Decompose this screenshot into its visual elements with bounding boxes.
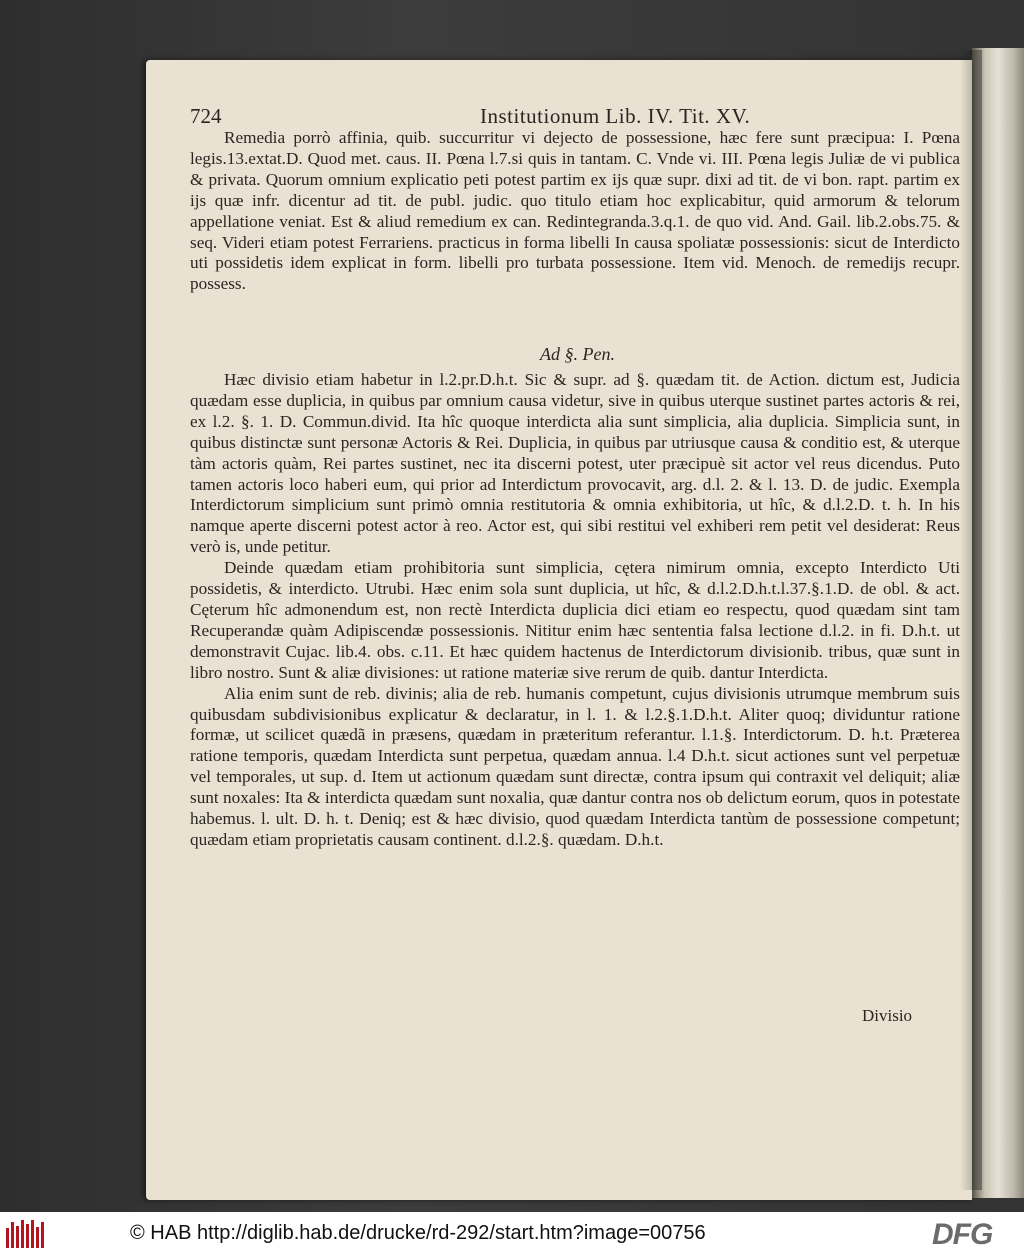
page-number: 724 bbox=[190, 104, 222, 128]
catchword: Divisio bbox=[862, 1006, 913, 1025]
hab-logo-icon bbox=[6, 1220, 44, 1248]
paragraph: Remedia porrò affinia, quib. succurritur vi dejecto de possessione, hæc fere sunt præcipua: I. Pœna legis.13.extat.D. Quod met. caus. II. Pœna l.7.si quis in tantam. C. Vnde vi. III. Pœna legis Juliæ de vi publica & privata. Quorum omnium explicatio peti potest partim ex ijs quæ supr. dixi ad tit. de vi bon. rapt. partim ex ijs quæ infr. dicentur ad tit. de publ. judic. quo titulo etiam hoc explicabitur, quid armorum & telorum appellatione veniat. Est & aliud remedium ex can. Redintegranda.3.q.1. de quo vid. And. Gail. lib.2.obs.75. & seq. Videri etiam potest Ferrariens. practicus in forma libelli In causa spoliatæ possessionis: sicut de Interdicto uti possidetis idem explicat in form. libelli pro turbata possessione. Item vid. Menoch. de remedijs recupr. possess. bbox=[190, 128, 960, 294]
dfg-logo: DFG bbox=[932, 1218, 993, 1251]
running-title: Institutionum Lib. IV. Tit. XV. bbox=[480, 104, 751, 128]
paragraph: Deinde quædam etiam prohibitoria sunt simplicia, cętera nimirum omnia, excepto Interdicto Uti possidetis, & interdicto. Utrubi. Hæc enim sola sunt duplicia, ut hîc, & d.l.2.D.h.t.l.37.§.1.D. de obl. & act. Cęterum hîc admonendum est, non rectè Interdicta duplicia dici etiam eo respectu, quod quædam sint tam Recuperandæ quàm Adipiscendæ possessionis. Nititur enim hæc sententia falsa lectione d.l.2. in fi. D.h.t. ut demonstravit Cujac. lib.4. obs. c.11. Et hæc quidem hactenus de Interdictorum divisionib. tribus, quæ sunt in libro nostro. Sunt & aliæ divisiones: ut ratione materiæ sive rerum de quib. dantur Interdicta. bbox=[190, 558, 960, 682]
section-heading: Ad §. Pen. bbox=[540, 344, 615, 364]
footer-bar bbox=[0, 1212, 1024, 1255]
text-block-2 bbox=[190, 370, 960, 851]
text-block-1 bbox=[190, 128, 960, 295]
copyright-link[interactable]: © HAB http://diglib.hab.de/drucke/rd-292/start.htm?image=00756 bbox=[130, 1222, 706, 1244]
paragraph: Hæc divisio etiam habetur in l.2.pr.D.h.t. Sic & supr. ad §. quædam tit. de Action. dictum est, Judicia quædam esse duplicia, in quibus par omnium causa videtur, sive in quibus uterque sustinet partes actoris & rei, ex l.2. §. 1. D. Commun.divid. Ita hîc quoque interdicta alia sunt simplicia, alia duplicia. Simplicia sunt, in quibus distinctæ sunt personæ Actoris & Rei. Duplicia, in quibus par utriusque causa & conditio est, & uterque tàm actoris quàm, Rei partes sustinet, nec ita discerni potest, uter præcipuè sit actor vel reus dicendus. Puto tamen actoris loco haberi eum, qui prior ad Interdictum provocavit, arg. d.l. 2. & l. 13. D. de judic. Exempla Interdictorum simplicium sunt primò omnia restitutoria & omnia exhibitoria, ut hîc, & d.l.2.D. t. h. In his namque aperte discerni potest actor à reo. Actor est, qui sibi restitui vel exhiberi rem petit vel desiderat: Reus verò is, unde petitur. bbox=[190, 370, 960, 557]
page-header bbox=[190, 100, 930, 130]
paragraph: Alia enim sunt de reb. divinis; alia de reb. humanis competunt, cujus divisionis utrumque membrum suis quibusdam subdivisionibus explicatur & declaratur, in l. 1. & l.2.§.1.D.h.t. Aliter quoq; dividuntur ratione formæ, ut scilicet quædã in præsens, quædam in præteritum referantur. l.1.§. Interdictorum. D. h.t. Præterea ratione temporis, quædam Interdicta sunt perpetua, quædam annua. l.4 D.h.t. sicut actiones sunt vel perpetuæ vel temporales, ut sup. d. Item ut actionum quædam sunt directæ, contra ipsum qui contraxit vel deliquit; aliæ sunt noxales: Ita & interdicta quædam sunt noxalia, quæ dantur contra nos ob delictum eorum, quos in potestate habemus. l. ult. D. h. t. Deniq; est & hæc divisio, quod quædam Interdicta tantùm de possessione competunt; quædam etiam proprietatis causam continent. d.l.2.§. quædam. D.h.t. bbox=[190, 683, 960, 849]
page-shadow bbox=[960, 50, 982, 1190]
